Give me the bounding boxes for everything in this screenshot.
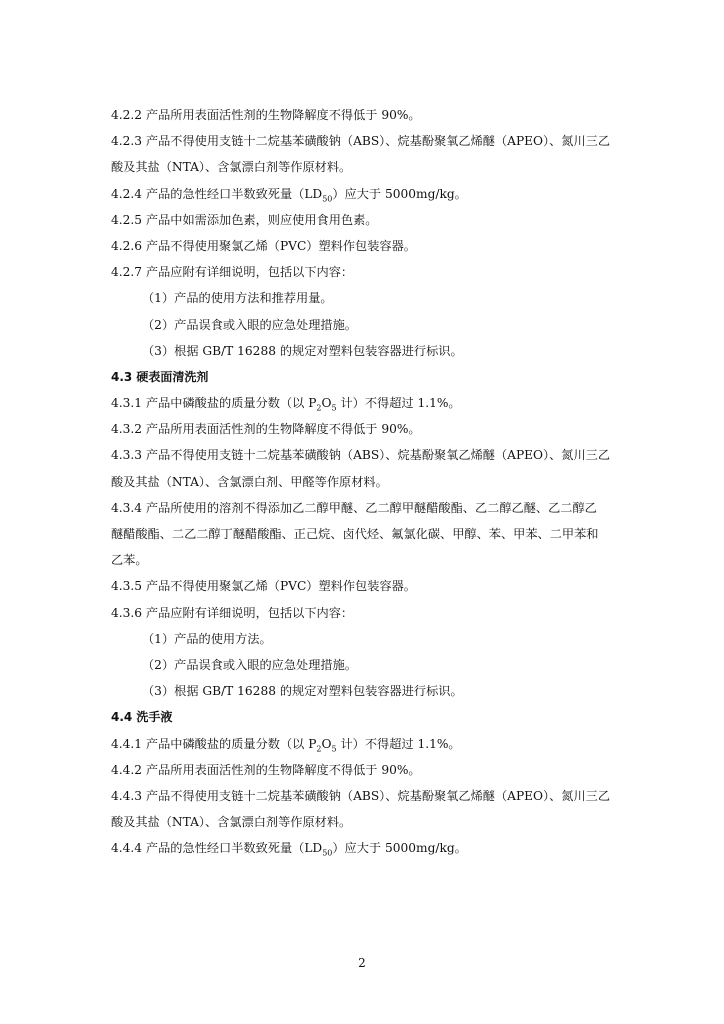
- clause-4-3-4-cont: 乙苯。: [111, 553, 148, 568]
- list-item: （2）产品误食或入眼的应急处理措施。: [142, 657, 357, 672]
- clause-4-4-4: 4.4.4 产品的急性经口半数致死量$(LD_{50})$应大于 5000mg/kg。: [111, 841, 467, 858]
- clause-4-3-5: 4.3.5 产品不得使用聚氯乙烯（PVC）塑料作包装容器。: [111, 579, 416, 594]
- clause-4-3-4: 4.3.4 产品所使用的溶剂不得添加乙二醇甲醚、乙二醇甲醚醋酸酯、乙二醇乙醚、乙二醇乙: [111, 500, 597, 515]
- list-item: （1）产品的使用方法和推荐用量。: [142, 291, 333, 306]
- clause-4-2-4: 4.2.4 产品的急性经口半数致死量$(LD_{50})$应大于 5000mg/kg。: [111, 186, 467, 203]
- list-item: （3）根据 GB/T 16288 的规定对塑料包装容器进行标识。: [142, 343, 463, 358]
- list-item: （1）产品的使用方法。: [142, 631, 272, 646]
- clause-4-2-3-cont: 酸及其盐（NTA）、含氯漂白剂等作原材料。: [111, 160, 352, 175]
- list-item: （3）根据 GB/T 16288 的规定对塑料包装容器进行标识。: [142, 684, 463, 699]
- page-number: 2: [358, 956, 366, 970]
- clause-4-3-3-cont: 酸及其盐（NTA）、含氯漂白剂、甲醛等作原材料。: [111, 474, 388, 489]
- clause-4-4-3: 4.4.3 产品不得使用支链十二烷基苯磺酸钠（ABS）、烷基酚聚氧乙烯醚（APEO）、氮川三乙: [111, 788, 611, 803]
- section-heading-4-3: 4.3 硬表面清洗剂: [111, 369, 209, 384]
- clause-4-3-3: 4.3.3 产品不得使用支链十二烷基苯磺酸钠（ABS）、烷基酚聚氧乙烯醚（APEO）、氮川三乙: [111, 448, 611, 463]
- clause-4-3-6: 4.3.6 产品应附有详细说明，包括以下内容：: [111, 605, 354, 620]
- clause-4-3-4-cont: 醚醋酸酯、二乙二醇丁醚醋酸酯、正己烷、卤代烃、氟氯化碳、甲醇、苯、甲苯、二甲苯和: [111, 527, 599, 541]
- clause-4-4-2: 4.4.2 产品所用表面活性剂的生物降解度不得低于 90%。: [111, 762, 421, 777]
- clause-4-2-3: 4.2.3 产品不得使用支链十二烷基苯磺酸钠（ABS）、烷基酚聚氧乙烯醚（APEO）、氮川三乙: [111, 134, 611, 149]
- clause-4-4-3-cont: 酸及其盐（NTA）、含氯漂白剂等作原材料。: [111, 815, 352, 830]
- section-heading-4-4: 4.4 洗手液: [111, 710, 173, 725]
- list-item: （2）产品误食或入眼的应急处理措施。: [142, 317, 357, 332]
- clause-4-3-2: 4.3.2 产品所用表面活性剂的生物降解度不得低于 90%。: [111, 422, 421, 437]
- clause-4-2-7: 4.2.7 产品应附有详细说明，包括以下内容：: [111, 265, 354, 280]
- clause-4-2-6: 4.2.6 产品不得使用聚氯乙烯（PVC）塑料作包装容器。: [111, 238, 416, 253]
- clause-4-3-1: 4.3.1 产品中磷酸盐的质量分数（以 $P_2O_5$ 计）不得超过 1.1%。: [111, 396, 461, 413]
- clause-4-2-2: 4.2.2 产品所用表面活性剂的生物降解度不得低于 90%。: [111, 108, 421, 122]
- clause-4-4-1: 4.4.1 产品中磷酸盐的质量分数（以 $P_2O_5$ 计）不得超过 1.1%。: [111, 736, 461, 753]
- page-body: [111, 102, 619, 861]
- clause-4-2-5: 4.2.5 产品中如需添加色素，则应使用食用色素。: [111, 212, 378, 227]
